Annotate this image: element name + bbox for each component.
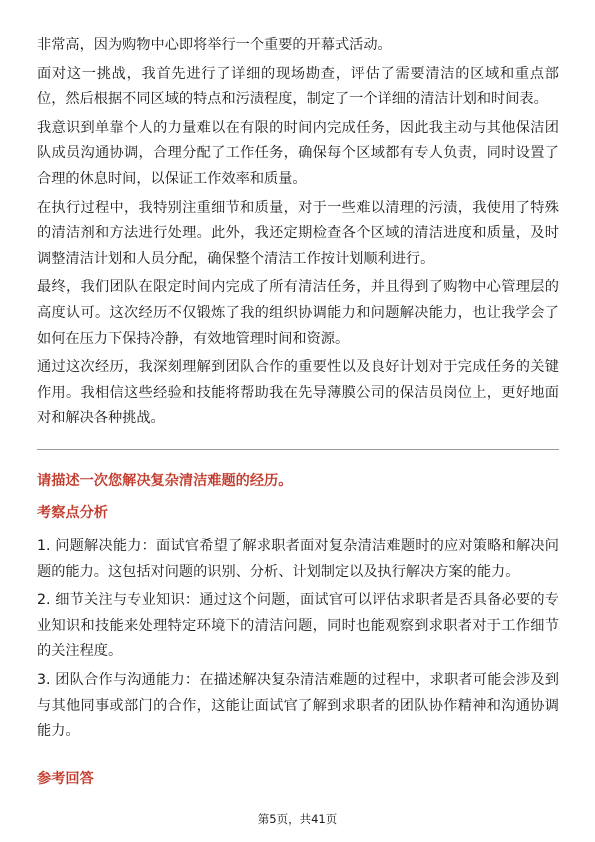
paragraph: 通过这次经历，我深刻理解到团队合作的重要性以及良好计划对于完成任务的关键作用。我相信这些经验和技能将帮助我在先导薄膜公司的保洁员岗位上，更好地面对和解决各种挑战。 <box>37 359 559 427</box>
analysis-item: 3. 团队合作与沟通能力：在描述解决复杂清洁难题的过程中，求职者可能会涉及到与其他同事或部门的合作，这能让面试官了解到求职者的团队协作精神和沟通协调能力。 <box>37 671 559 740</box>
reference-answer-heading: 参考回答 <box>37 771 94 787</box>
page-number: 第5页，共41页 <box>257 812 338 826</box>
answer-body <box>37 33 559 435</box>
question-title: 请描述一次您解决复杂清洁难题的经历。 <box>37 473 293 489</box>
analysis-list <box>37 534 559 748</box>
analysis-item: 1. 问题解决能力：面试官希望了解求职者面对复杂清洁难题时的应对策略和解决问题的能力。这包括对问题的识别、分析、计划制定以及执行解决方案的能力。 <box>37 538 559 580</box>
paragraph: 在执行过程中，我特别注重细节和质量，对于一些难以清理的污渍，我使用了特殊的清洁剂和方法进行处理。此外，我还定期检查各个区域的清洁进度和质量，及时调整清洁计划和人员分配，确保整个清洁工作按计划顺利进行。 <box>37 199 559 267</box>
paragraph: 我意识到单靠个人的力量难以在有限的时间内完成任务，因此我主动与其他保洁团队成员沟通协调，合理分配了工作任务，确保每个区域都有专人负责，同时设置了合理的休息时间，以保证工作效率和质量。 <box>37 119 559 187</box>
analysis-heading: 考察点分析 <box>37 505 108 521</box>
analysis-item: 2. 细节关注与专业知识：通过这个问题，面试官可以评估求职者是否具备必要的专业知识和技能来处理特定环境下的清洁问题，同时也能观察到求职者对于工作细节的关注程度。 <box>37 592 559 660</box>
paragraph: 面对这一挑战，我首先进行了详细的现场勘查，评估了需要清洁的区域和重点部位，然后根据不同区域的特点和污渍程度，制定了一个详细的清洁计划和时间表。 <box>37 65 559 108</box>
paragraph: 最终，我们团队在限定时间内完成了所有清洁任务，并且得到了购物中心管理层的高度认可。这次经历不仅锻炼了我的组织协调能力和问题解决能力，也让我学会了如何在压力下保持冷静，有效地管理时间和资源。 <box>37 279 559 347</box>
section-divider <box>37 449 559 450</box>
paragraph: 非常高，因为购物中心即将举行一个重要的开幕式活动。 <box>37 37 392 53</box>
